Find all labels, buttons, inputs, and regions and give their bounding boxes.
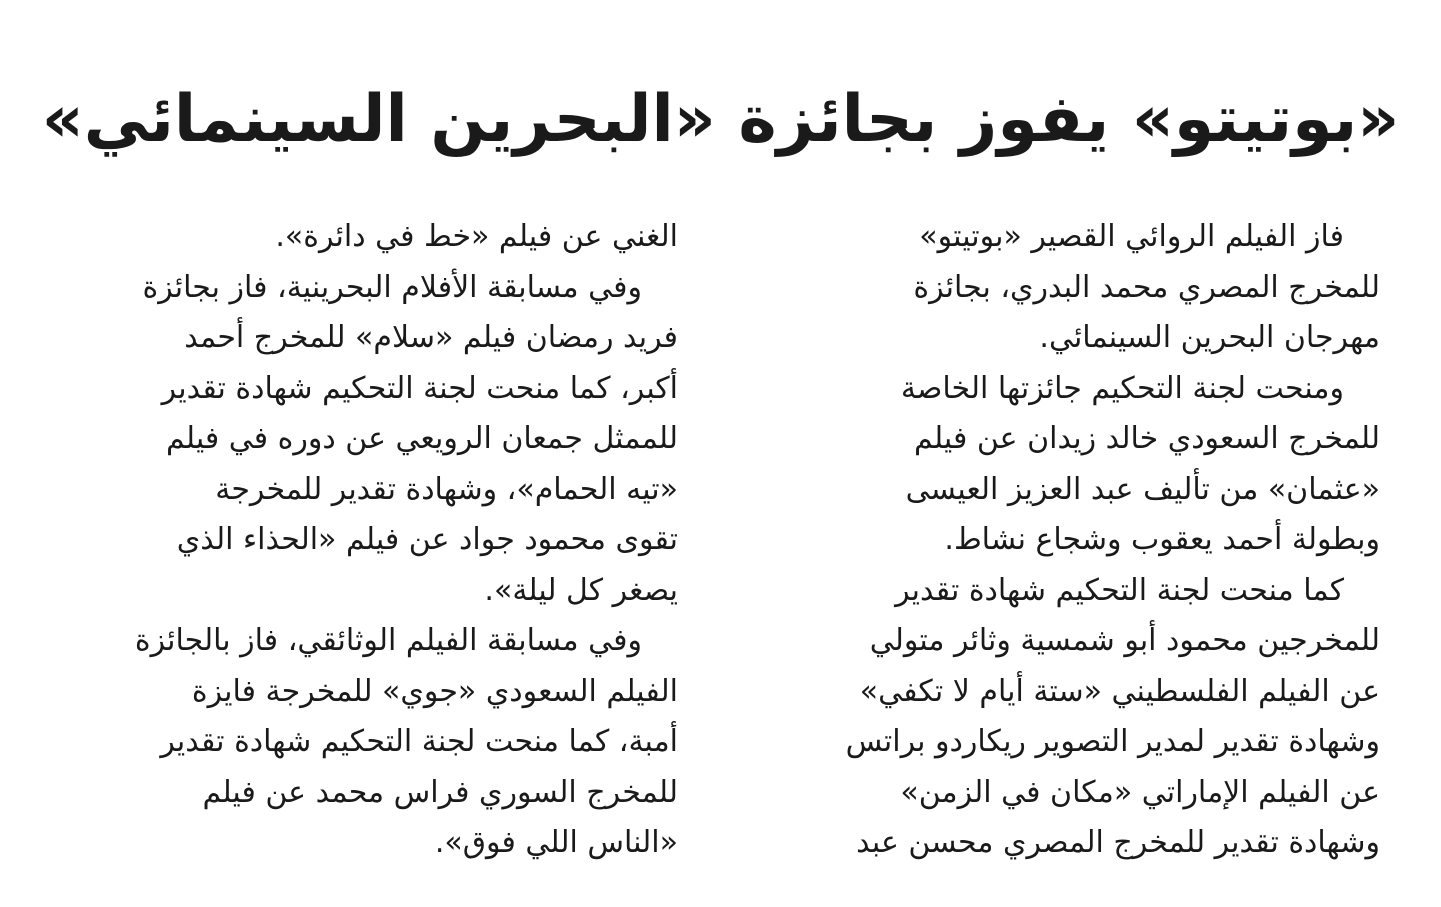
text-line: تقوى محمود جواد عن فيلم «الحذاء الذي [176, 522, 678, 557]
text-line: «عثمان» من تأليف عبد العزيز العيسى [905, 471, 1380, 507]
article-headline: «بوتيتو» يفوز بجائزة «البحرين السينمائي» [41, 82, 1400, 157]
text-line: وفي مسابقة الفيلم الوثائقي، فاز بالجائزة [134, 623, 642, 658]
text-line: كما منحت لجنة التحكيم شهادة تقدير [895, 572, 1344, 608]
text-line: للممثل جمعان الرويعي عن دوره في فيلم [165, 421, 678, 456]
text-line: «الناس اللي فوق». [434, 825, 678, 860]
text-line: عن الفيلم الإماراتي «مكان في الزمن» [900, 774, 1380, 810]
text-line: فريد رمضان فيلم «سلام» للمخرج أحمد [184, 320, 678, 355]
text-line: للمخرج السوري فراس محمد عن فيلم [202, 774, 678, 810]
article-column-left [50, 212, 678, 869]
text-line: أكبر، كما منحت لجنة التحكيم شهادة تقدير [161, 370, 678, 406]
text-line: أمبة، كما منحت لجنة التحكيم شهادة تقدير [160, 724, 678, 759]
text-line: عن الفيلم الفلسطيني «ستة أيام لا تكفي» [859, 673, 1380, 709]
text-line: مهرجان البحرين السينمائي. [1039, 320, 1380, 355]
text-line: للمخرج المصري محمد البدري، بجائزة [913, 269, 1380, 305]
text-line: «تيه الحمام»، وشهادة تقدير للمخرجة [215, 471, 678, 507]
text-line: الفيلم السعودي «جوي» للمخرجة فايزة [191, 673, 678, 709]
text-line: وبطولة أحمد يعقوب وشجاع نشاط. [944, 522, 1380, 557]
text-line: ومنحت لجنة التحكيم جائزتها الخاصة [900, 370, 1344, 406]
text-line: وفي مسابقة الأفلام البحرينية، فاز بجائزة [142, 269, 642, 305]
text-line: وشهادة تقدير للمخرج المصري محسن عبد [856, 825, 1380, 860]
text-line: الغني عن فيلم «خط في دائرة». [275, 219, 678, 254]
text-line: فاز الفيلم الروائي القصير «بوتيتو» [919, 219, 1344, 254]
article-column-right [752, 212, 1380, 869]
text-line: للمخرجين محمود أبو شمسية وثائر متولي [869, 623, 1380, 658]
text-line: وشهادة تقدير لمدير التصوير ريكاردو براتس [845, 724, 1380, 759]
text-line: للمخرج السعودي خالد زيدان عن فيلم [914, 421, 1380, 456]
text-line: يصغر كل ليلة». [484, 572, 678, 608]
